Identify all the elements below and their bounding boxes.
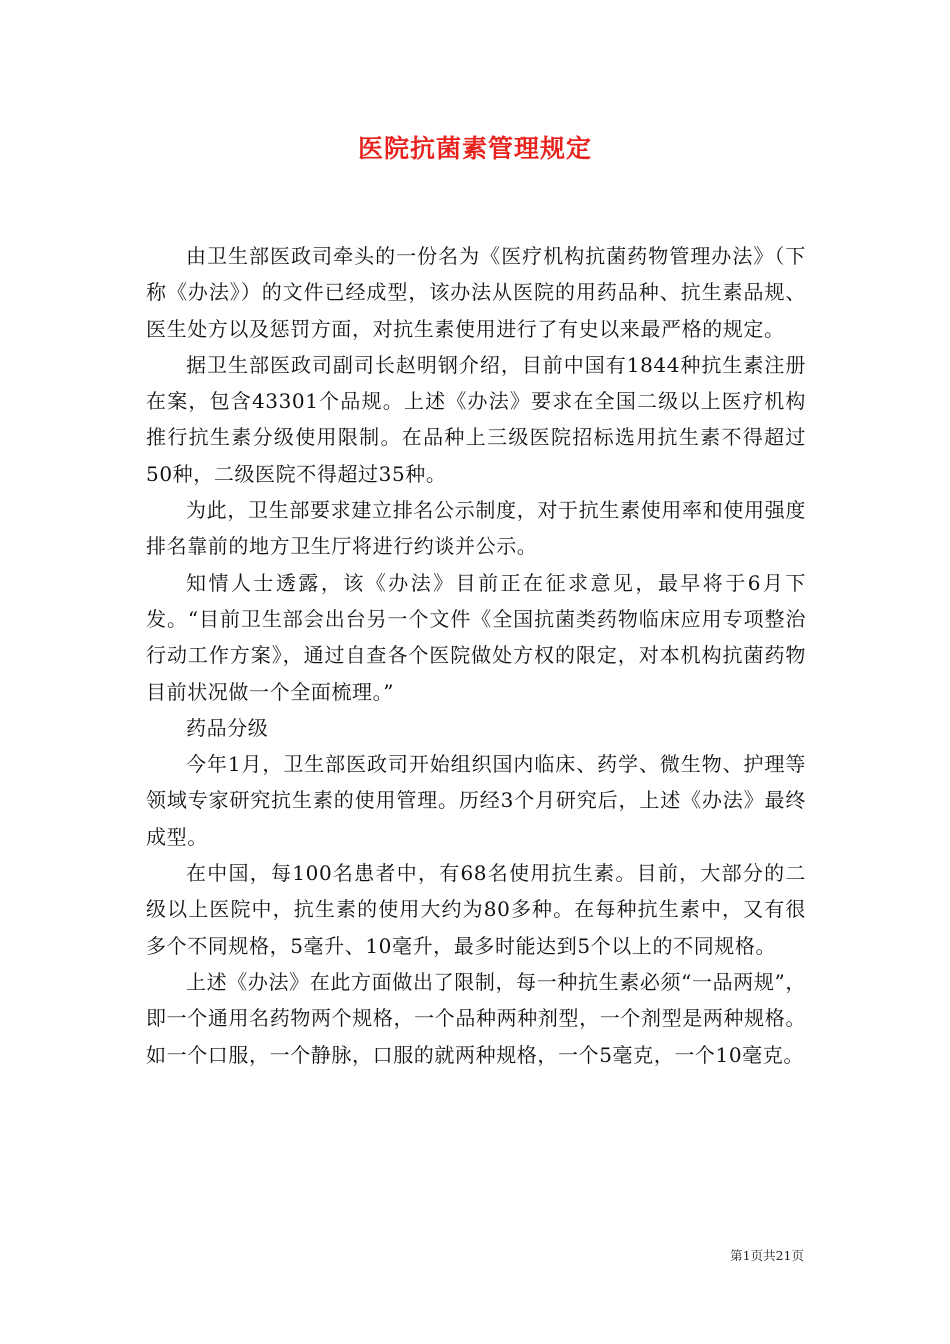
paragraph: 今年1月，卫生部医政司开始组织国内临床、药学、微生物、护理等领域专家研究抗生素的使用管理。历经3个月研究后，上述《办法》最终成型。 <box>146 752 806 849</box>
paragraph: 由卫生部医政司牵头的一份名为《医疗机构抗菌药物管理办法》（下称《办法》）的文件已经成型，该办法从医院的用药品种、抗生素品规、医生处方以及惩罚方面，对抗生素使用进行了有史以来最严格的规定。 <box>146 244 806 341</box>
paragraph: 上述《办法》在此方面做出了限制，每一种抗生素必须“一品两规”，即一个通用名药物两个规格，一个品种两种剂型，一个剂型是两种规格。如一个口服，一个静脉，口服的就两种规格，一个5毫克，一个10毫克。 <box>146 969 806 1067</box>
section-heading: 药品分级 <box>186 715 269 740</box>
paragraph: 据卫生部医政司副司长赵明钢介绍，目前中国有1844种抗生素注册在案，包含43301个品规。上述《办法》要求在全国二级以上医疗机构推行抗生素分级使用限制。在品种上三级医院招标选用抗生素不得超过50种，二级医院不得超过35种。 <box>146 352 806 486</box>
document-title: 医院抗菌素管理规定 <box>357 134 592 163</box>
paragraph: 为此，卫生部要求建立排名公示制度，对于抗生素使用率和使用强度排名靠前的地方卫生厅将进行约谈并公示。 <box>146 498 806 559</box>
document-body <box>146 238 806 1073</box>
page-number: 第1页共21页 <box>730 1248 804 1263</box>
paragraph: 知情人士透露，该《办法》目前正在征求意见，最早将于6月下发。“目前卫生部会出台另一个文件《全国抗菌类药物临床应用专项整治行动工作方案》，通过自查各个医院做处方权的限定，对本机构抗菌药物目前状况做一个全面梳理。” <box>146 570 806 704</box>
paragraph: 在中国，每100名患者中，有68名使用抗生素。目前，大部分的二级以上医院中，抗生素的使用大约为80多种。在每种抗生素中，又有很多个不同规格，5毫升、10毫升，最多时能达到5个以上的不同规格。 <box>146 861 806 958</box>
